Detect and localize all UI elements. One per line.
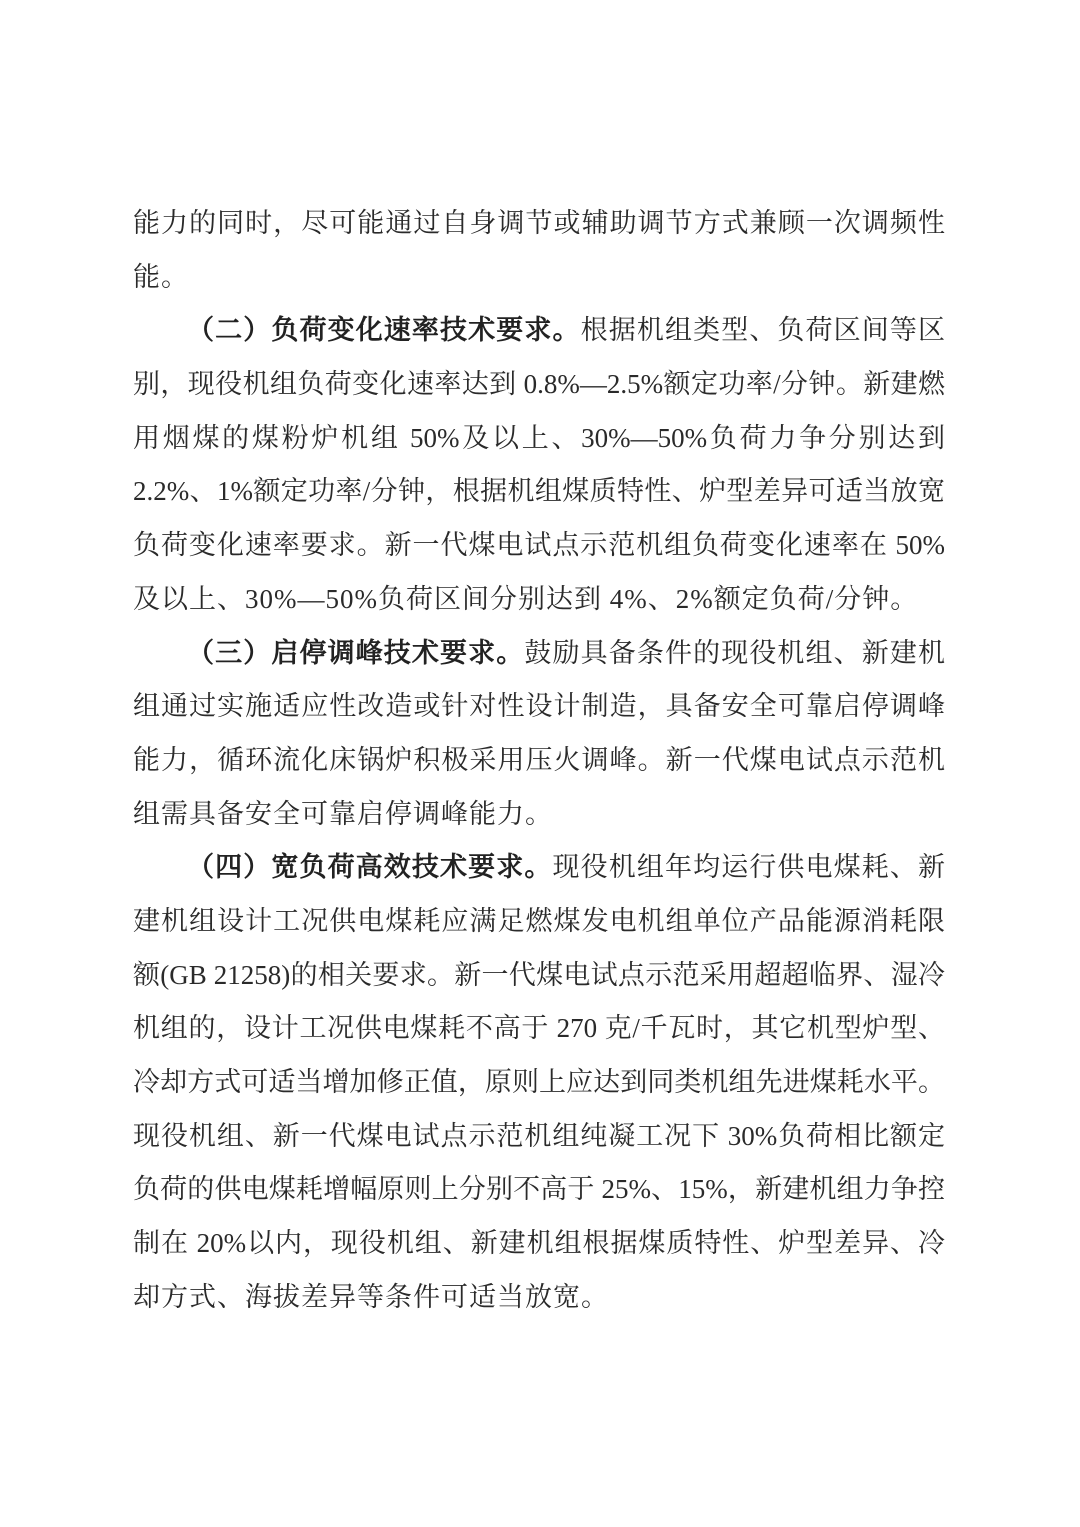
text-line [133,841,945,895]
text-line [133,734,945,788]
body-text: 负荷变化速率要求。新一代煤电试点示范机组负荷变化速率在 50% [133,530,945,561]
document-body [133,197,945,1324]
text-line [133,1056,945,1110]
text-line [133,680,945,734]
body-text: 额(GB 21258)的相关要求。新一代煤电试点示范采用超超临界、湿冷 [133,959,945,990]
body-text: 能。 [133,261,189,292]
text-line [133,1217,945,1271]
body-text: 用烟煤的煤粉炉机组 50%及以上、30%—50%负荷力争分别达到 [133,422,945,453]
body-text: 制在 20%以内，现役机组、新建机组根据煤质特性、炉型差异、冷 [133,1228,945,1259]
body-text: 别，现役机组负荷变化速率达到 0.8%—2.5%额定功率/分钟。新建燃 [133,369,945,400]
body-text: 鼓励具备条件的现役机组、新建机 [524,637,945,668]
text-line [133,788,945,842]
para-3-start-stop-peaking [133,627,945,842]
body-text: 组需具备安全可靠启停调峰能力。 [133,798,553,829]
body-text: 现役机组、新一代煤电试点示范机组纯凝工况下 30%负荷相比额定 [133,1120,945,1151]
text-line [133,519,945,573]
body-text: 根据机组类型、负荷区间等区 [580,315,945,346]
text-line [133,573,945,627]
body-text: 机组的，设计工况供电煤耗不高于 270 克/千瓦时，其它机型炉型、 [133,1013,945,1044]
body-text: 负荷的供电煤耗增幅原则上分别不高于 25%、15%，新建机组力争控 [133,1174,945,1205]
text-line [133,1271,945,1325]
text-line [133,465,945,519]
text-line [133,949,945,1003]
body-text: 却方式、海拔差异等条件可适当放宽。 [133,1281,609,1312]
body-text: 建机组设计工况供电煤耗应满足燃煤发电机组单位产品能源消耗限 [133,905,945,936]
text-line [133,627,945,681]
text-line [133,197,945,251]
body-text: 能力的同时，尽可能通过自身调节或辅助调节方式兼顾一次调频性 [133,208,945,238]
para-primary-frequency-continuation [133,197,945,304]
para-4-wide-load-efficiency [133,841,945,1324]
body-text: 及以上、30%—50%负荷区间分别达到 4%、2%额定负荷/分钟。 [133,583,919,614]
body-text: 能力，循环流化床锅炉积极采用压火调峰。新一代煤电试点示范机 [133,744,945,775]
text-line [133,895,945,949]
section-heading: （二）负荷变化速率技术要求。 [187,315,581,346]
para-2-load-change-rate [133,304,945,626]
section-heading: （三）启停调峰技术要求。 [187,637,525,668]
text-line [133,412,945,466]
text-line [133,1110,945,1164]
body-text: 2.2%、1%额定功率/分钟，根据机组煤质特性、炉型差异可适当放宽 [133,476,945,507]
section-heading: （四）宽负荷高效技术要求。 [187,852,553,883]
text-line [133,358,945,412]
body-text: 组通过实施适应性改造或针对性设计制造，具备安全可靠启停调峰 [133,691,945,722]
body-text: 现役机组年均运行供电煤耗、新 [552,852,945,883]
body-text: 冷却方式可适当增加修正值，原则上应达到同类机组先进煤耗水平。 [133,1067,945,1097]
text-line [133,1163,945,1217]
text-line [133,251,945,305]
text-line [133,304,945,358]
text-line [133,1002,945,1056]
